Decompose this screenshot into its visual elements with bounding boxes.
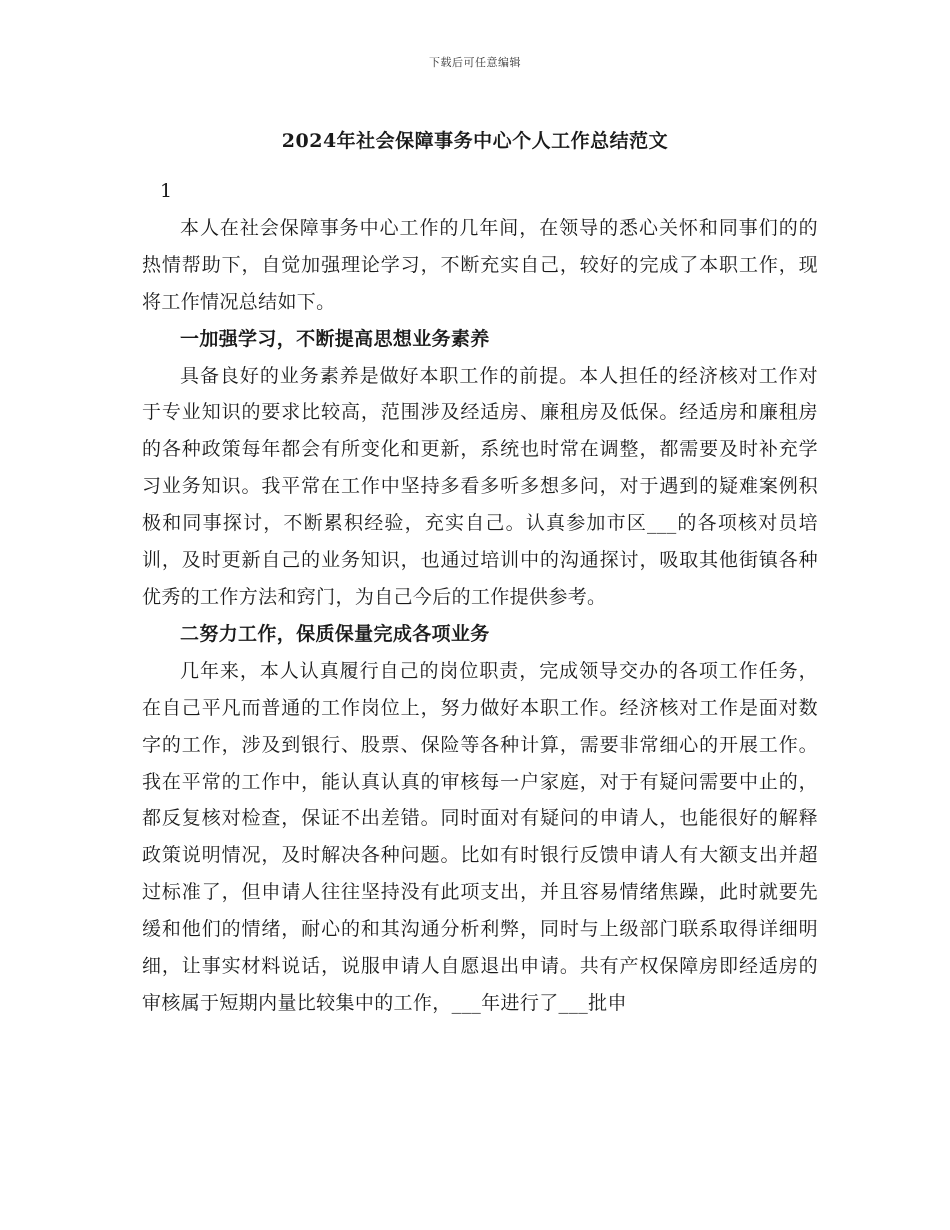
paragraph-study: 具备良好的业务素养是做好本职工作的前提。本人担任的经济核对工作对于专业知识的要求比较高，范围涉及经适房、廉租房及低保。经适房和廉租房的各种政策每年都会有所变化和更新，系统也时常在调整，都需要及时补充学习业务知识。我平常在工作中坚持多看多听多想多问，对于遇到的疑难案例积极和同事探讨，不断累积经验，充实自己。认真参加市区___的各项核对员培训，及时更新自己的业务知识，也通过培训中的沟通探讨，吸取其他街镇各种优秀的工作方法和窍门，为自己今后的工作提供参考。: [142, 364, 818, 608]
section-heading-1: 一加强学习，不断提高思想业务素养: [180, 327, 490, 350]
document-title: 2024年社会保障事务中心个人工作总结范文: [281, 130, 669, 152]
document-body: [142, 173, 818, 1022]
paragraph-intro: 本人在社会保障事务中心工作的几年间，在领导的悉心关怀和同事们的的热情帮助下，自觉加强理论学习，不断充实自己，较好的完成了本职工作，现将工作情况总结如下。: [142, 216, 818, 313]
section-heading-2: 二努力工作，保质保量完成各项业务: [180, 622, 490, 645]
header-note: 下载后可任意编辑: [429, 56, 521, 69]
section-number: 1: [160, 180, 173, 202]
paragraph-work: 几年来，本人认真履行自己的岗位职责，完成领导交办的各项工作任务，在自己平凡而普通的工作岗位上，努力做好本职工作。经济核对工作是面对数字的工作，涉及到银行、股票、保险等各种计算，需要非常细心的开展工作。我在平常的工作中，能认真认真的审核每一户家庭，对于有疑问需要中止的，都反复核对检查，保证不出差错。同时面对有疑问的申请人，也能很好的解释政策说明情况，及时解决各种问题。比如有时银行反馈申请人有大额支出并超过标准了，但申请人往往坚持没有此项支出，并且容易情绪焦躁，此时就要先缓和他们的情绪，耐心的和其沟通分析利弊，同时与上级部门联系取得详细明细，让事实材料说话，说服申请人自愿退出申请。共有产权保障房即经适房的审核属于短期内量比较集中的工作，___年进行了___批申: [142, 659, 818, 1014]
